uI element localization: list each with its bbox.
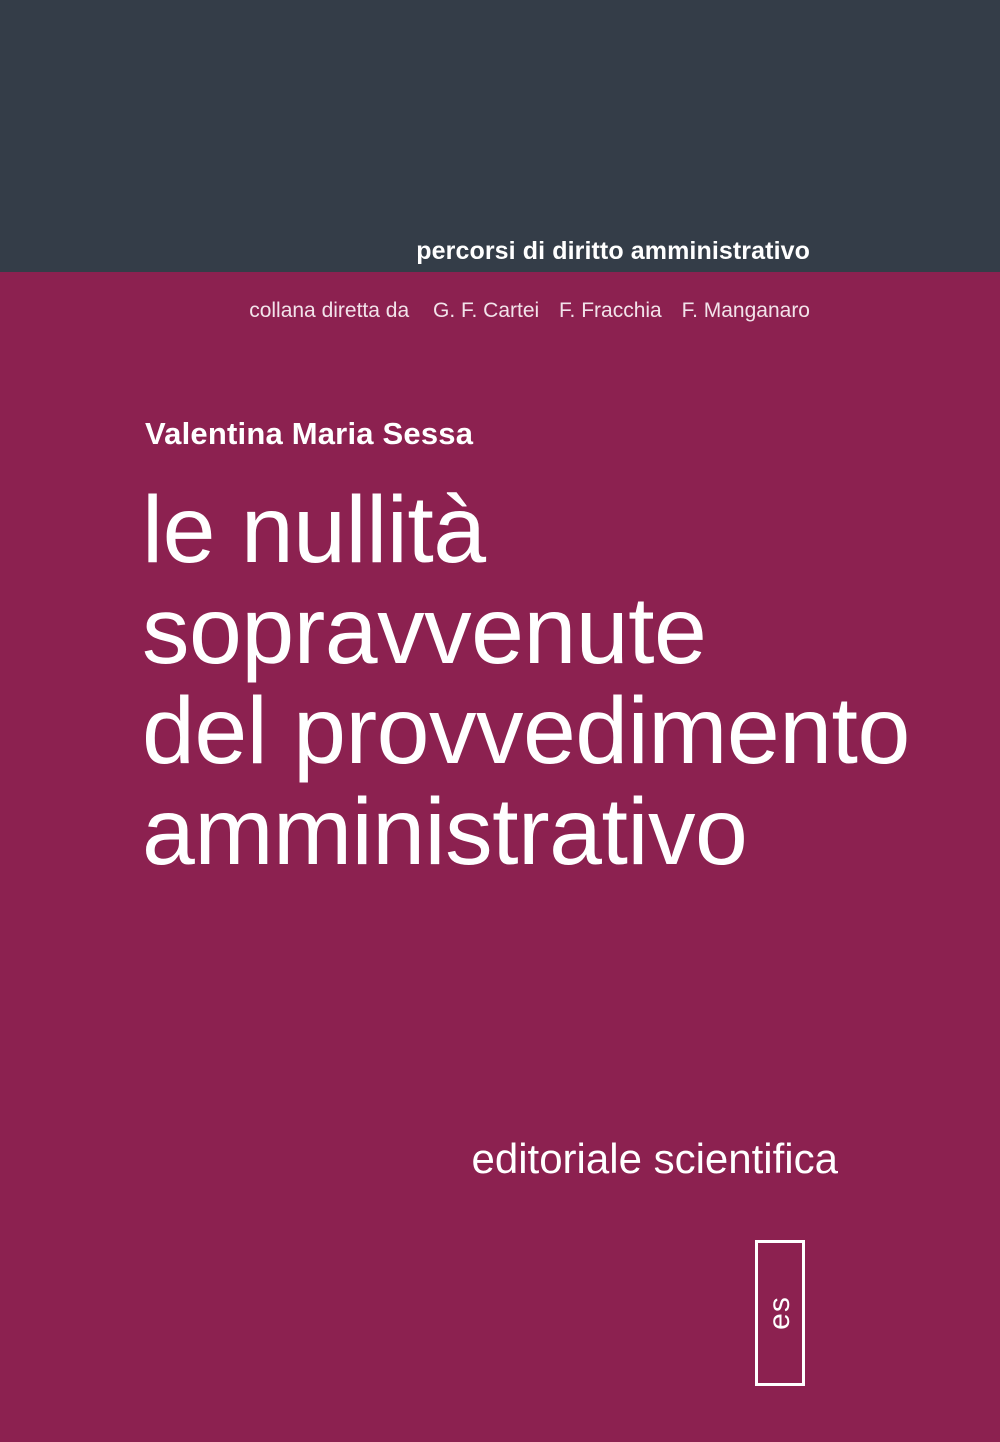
title-line-3: del provvedimento	[142, 678, 910, 785]
series-editor-3: F. Manganaro	[681, 299, 810, 322]
title-line-1: le nullità	[142, 477, 486, 583]
series-editor-2: F. Fracchia	[559, 299, 662, 322]
publisher-logo	[755, 1240, 805, 1386]
series-editors-line	[249, 300, 810, 321]
title-line-4: amministrativo	[142, 779, 748, 886]
series-directed-label: collana diretta da	[249, 299, 410, 322]
publisher-logo-text: es	[763, 1296, 796, 1330]
publisher-name: editoriale scientifica	[471, 1135, 838, 1182]
book-title	[142, 477, 932, 886]
title-line-2: sopravvenute	[142, 577, 707, 684]
author-name: Valentina Maria Sessa	[145, 416, 474, 451]
top-band	[0, 0, 1000, 272]
series-editor-1: G. F. Cartei	[432, 299, 540, 322]
series-title: percorsi di diritto amministrativo	[416, 237, 810, 265]
